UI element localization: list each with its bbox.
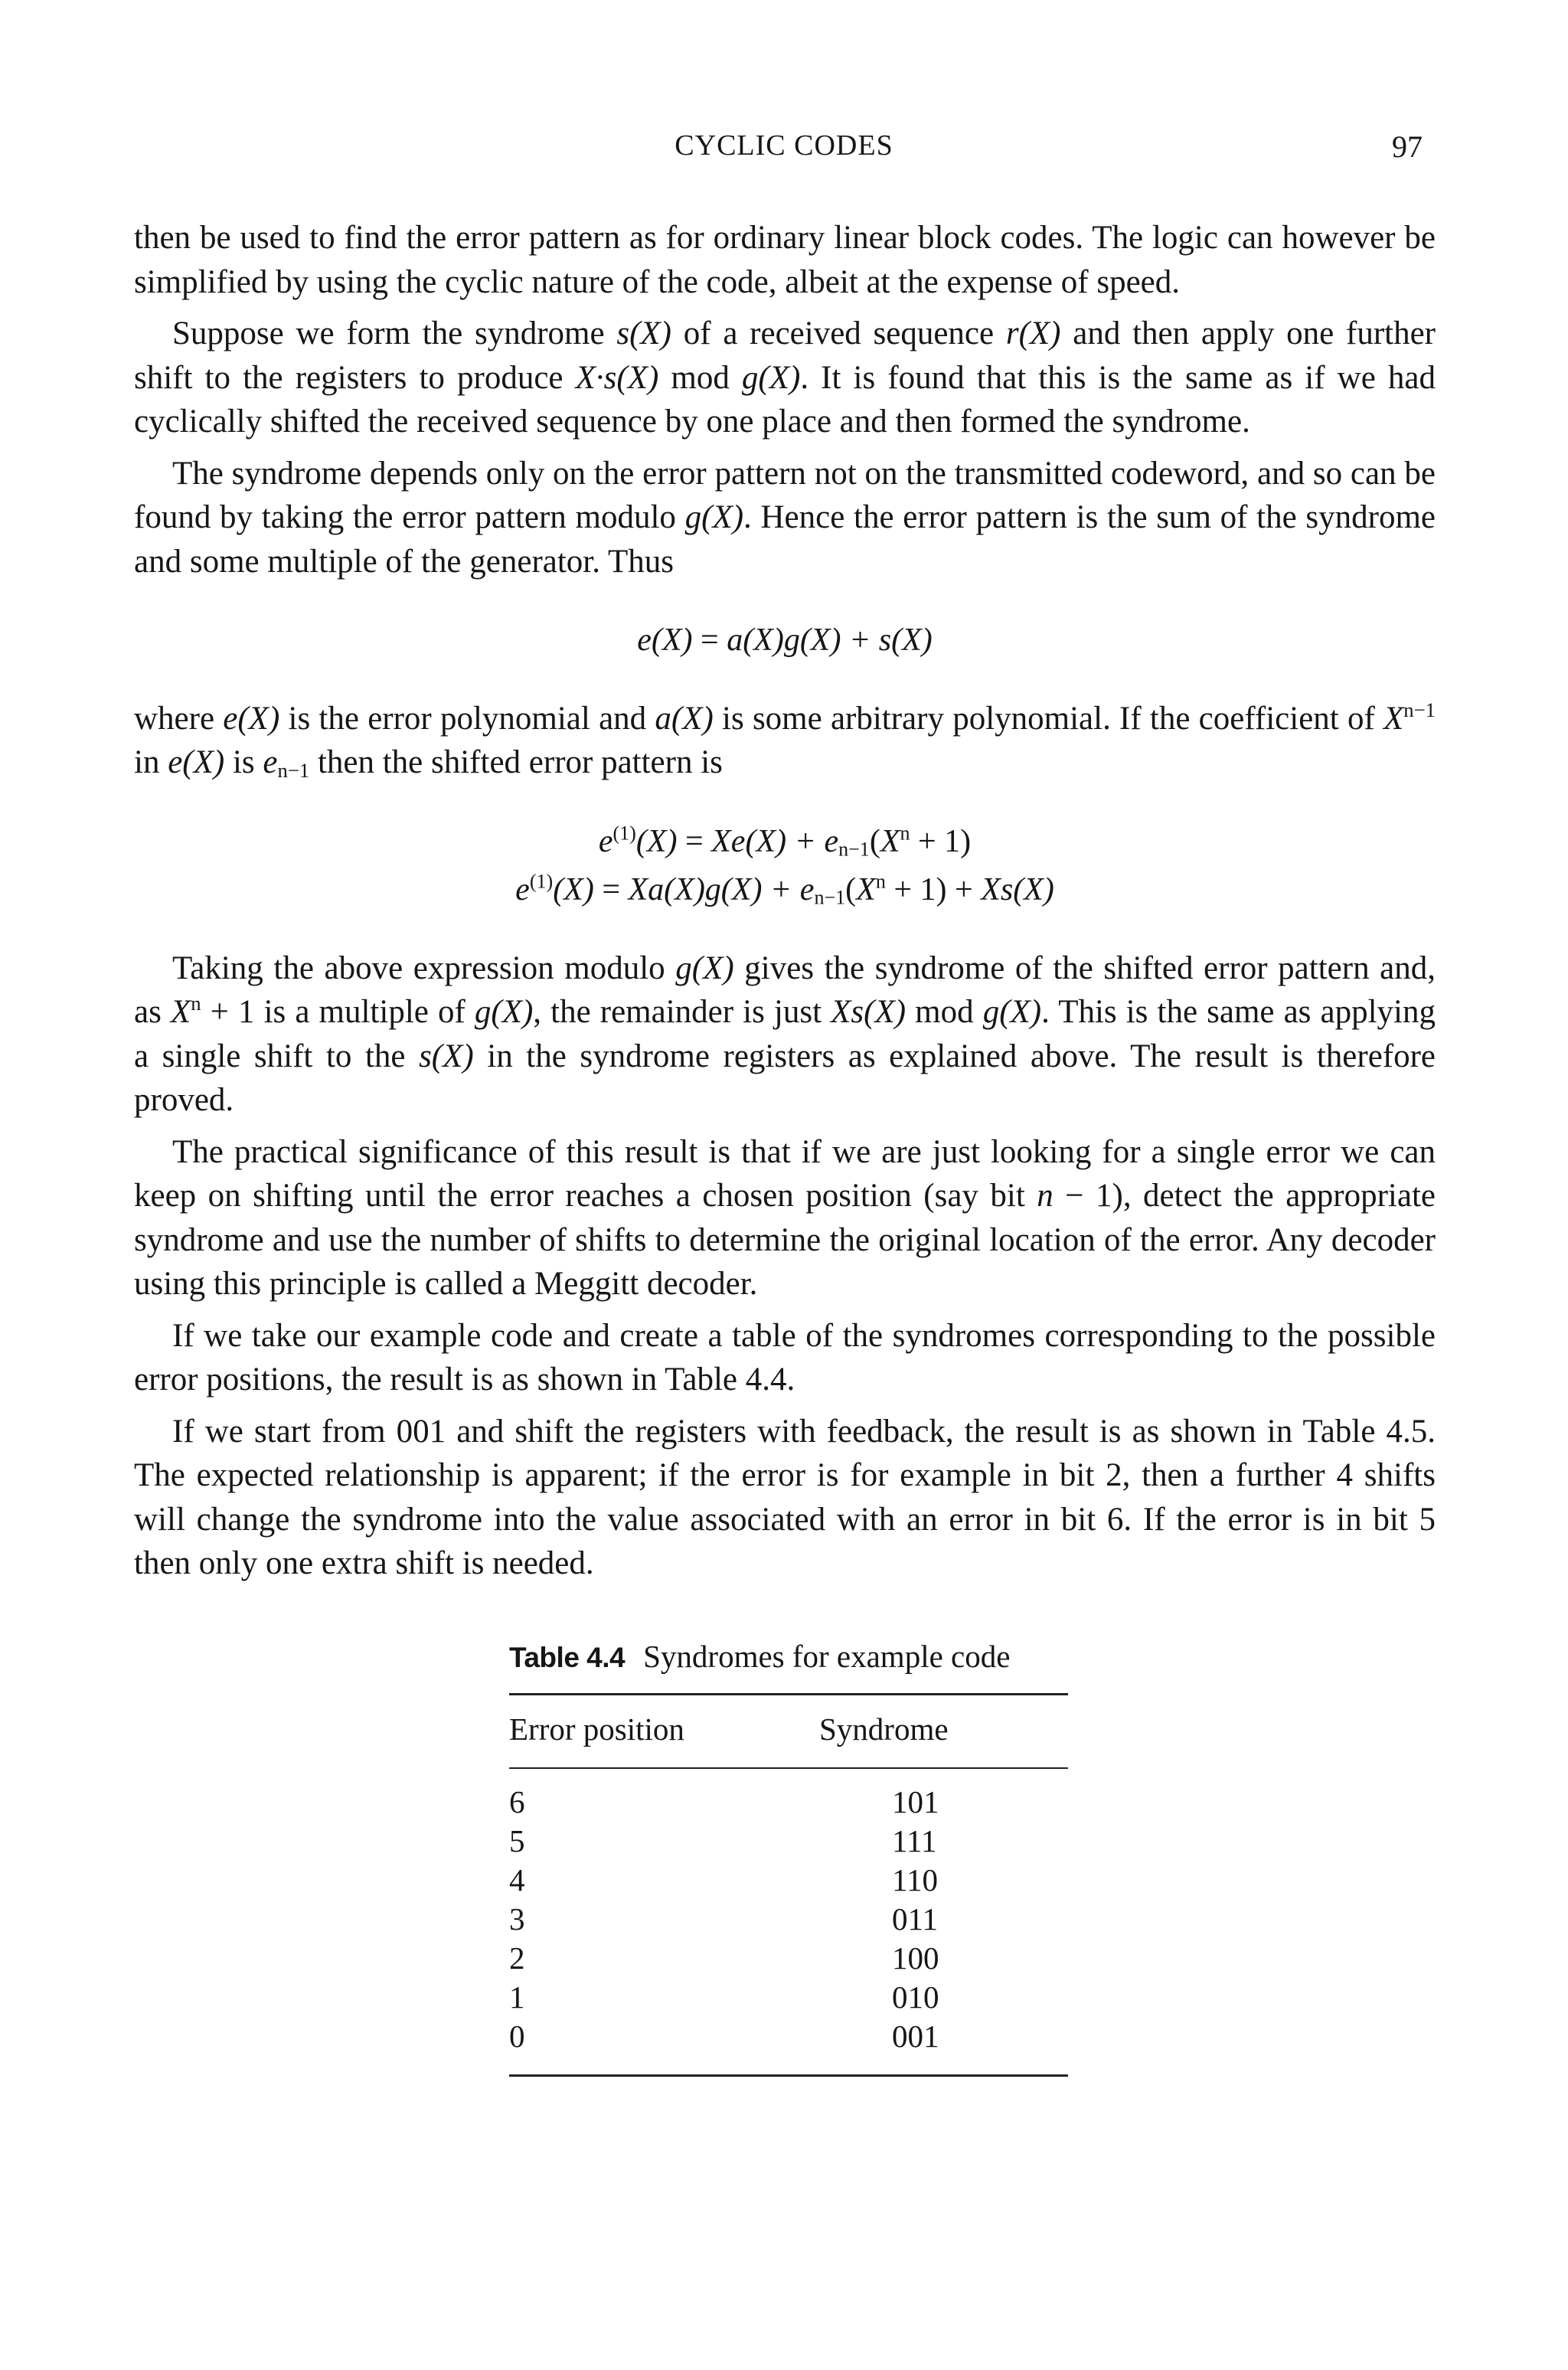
table-row [509, 2017, 1068, 2056]
paragraph-3: The syndrome depends only on the error pattern not on the transmitted codeword, and so can be found by taking the error pattern modulo g(X). Hence the error pattern is the sum of the syndrome and some multiple of the generator. Thus [134, 455, 1436, 580]
syndrome-cell: 101 [892, 1783, 939, 1819]
paragraph-1: then be used to find the error pattern as for ordinary linear block codes. The logic can however be simplified by using the cyclic nature of the code, albeit at the expense of speed. [134, 220, 1436, 300]
equation-shifted-error: $e^{(1)}(X) = Xe(X) + e_{n-1}(X^n + 1)$ [598, 821, 972, 861]
page-number: 97 [1392, 129, 1423, 164]
running-header [0, 129, 1568, 175]
table-row [509, 1822, 1068, 1861]
column-header-error-position: Error position [509, 1711, 684, 1747]
running-title: CYCLIC CODES [675, 129, 893, 162]
body-text [134, 216, 1436, 2077]
paragraph-6: The practical significance of this result is that if we are just looking for a single error we can keep on shifting until the error reaches a chosen position (say bit n − 1), detect the appropriate syndrome and use the number of shifts to determine the original location of the error. Any decoder using this principle is called a Meggitt decoder. [134, 1133, 1436, 1302]
paragraph-7: If we take our example code and create a table of the syndromes corresponding to the possible error positions, the result is as shown in Table 4.4. [134, 1317, 1436, 1397]
error-position-cell: 6 [509, 1783, 525, 1819]
equation-error-pattern: e(X) = a(X)g(X) + s(X) [637, 623, 933, 658]
error-position-cell: 4 [509, 1862, 525, 1898]
syndrome-cell: 011 [892, 1901, 938, 1937]
equation-shifted-error-expanded: $e^{(1)}(X) = Xa(X)g(X) + e_{n-1}(X^n + 1) + Xs(X)$ [515, 870, 1054, 909]
column-header-syndrome: Syndrome [819, 1711, 949, 1747]
error-position-cell: 3 [509, 1901, 525, 1937]
syndrome-cell: 001 [892, 2018, 939, 2054]
paragraph-5: Taking the above expression modulo g(X) gives the syndrome of the shifted error pattern and, as $X^n + 1$ is a multiple of g(X), the remainder is just Xs(X) mod g(X). This is the same as applying a single shift to the s(X) in the syndrome registers as explained above. The result is therefore proved. [134, 950, 1436, 1118]
syndrome-cell: 100 [892, 1940, 939, 1976]
table-caption-text: Syndromes for example code [643, 1638, 1011, 1674]
table-row [509, 1861, 1068, 1900]
table-header-row [509, 1695, 1068, 1767]
syndrome-cell: 110 [892, 1862, 938, 1898]
error-position-cell: 5 [509, 1822, 525, 1858]
table-body [509, 1769, 1068, 2056]
table-row [509, 1900, 1068, 1939]
table-caption [509, 1635, 1068, 1680]
syndrome-table [509, 1635, 1068, 2077]
error-position-cell: 2 [509, 1940, 525, 1976]
error-position-cell: 0 [509, 2018, 525, 2054]
syndrome-cell: 010 [892, 1979, 939, 2015]
table-row [509, 1978, 1068, 2017]
error-position-cell: 1 [509, 1979, 525, 2015]
table-bottom-rule [509, 2074, 1068, 2077]
paragraph-8: If we start from 001 and shift the registers with feedback, the result is as shown in Table 4.5. The expected relationship is apparent; if the error is for example in bit 2, then a further 4 shifts will change the syndrome into the value associated with an error in bit 6. If the error is in bit 5 then only one extra shift is needed. [134, 1413, 1436, 1581]
paragraph-2: Suppose we form the syndrome s(X) of a received sequence r(X) and then apply one further shift to the registers to produce X·s(X) mod g(X). It is found that this is the same as if we had cyclically shifted the received sequence by one place and then formed the syndrome. [134, 315, 1436, 440]
table-row [509, 1939, 1068, 1978]
paragraph-4: where e(X) is the error polynomial and a(X) is some arbitrary polynomial. If the coefficient of $X^{n-1}$ in e(X) is $e_{n-1}$ then the shifted error pattern is [134, 698, 1436, 782]
table-label: Table 4.4 [509, 1641, 626, 1673]
table-row [509, 1783, 1068, 1822]
syndrome-cell: 111 [892, 1822, 937, 1858]
